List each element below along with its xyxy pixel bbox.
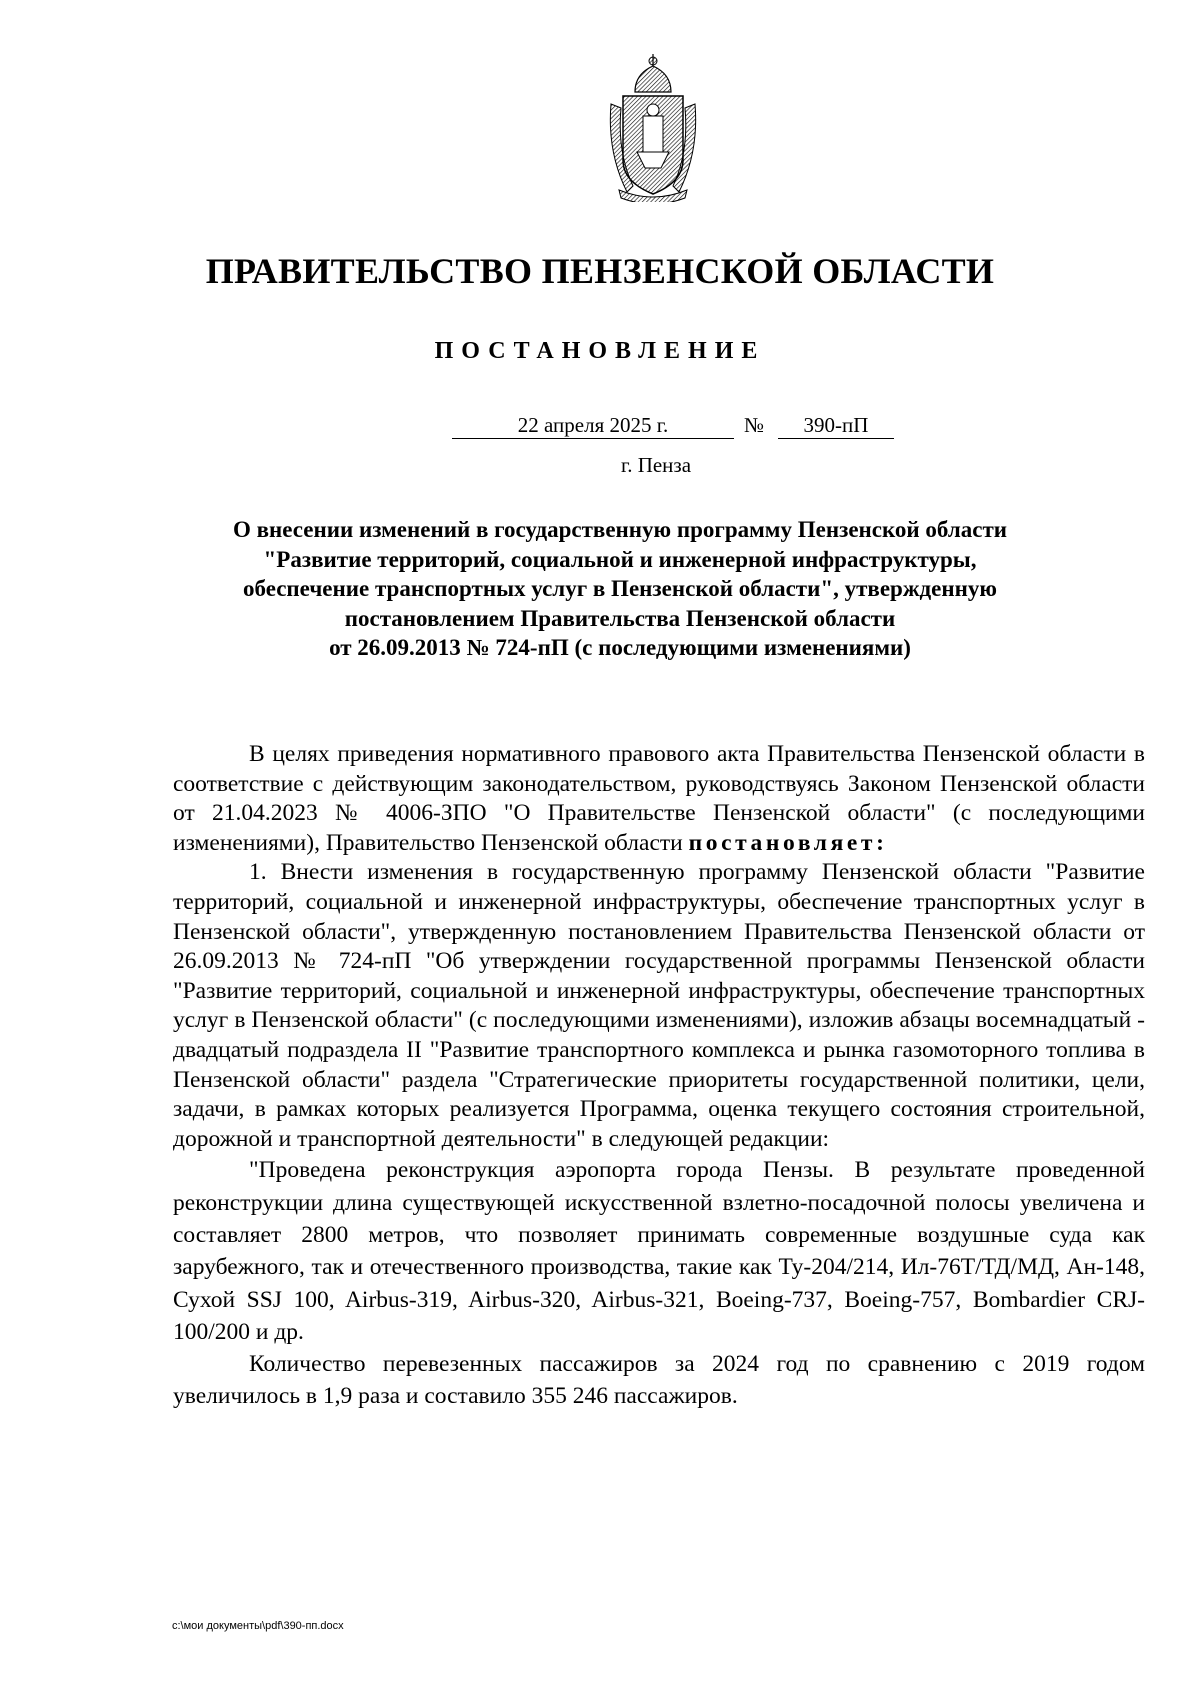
document-date: 22 апреля 2025 г. — [452, 412, 734, 439]
resolution-keyword: постановляет: — [688, 829, 888, 856]
city: г. Пенза — [620, 453, 692, 477]
body-paragraph-preamble — [173, 740, 1145, 858]
body-paragraph-item-1: 1. Внести изменения в государственную программу Пензенской области "Развитие территорий, социальной и инженерной инфраструктуры, обеспечение транспортных услуг в Пензенской области", утвержденную постановлением Правительства Пензенской области от 26.09.2013 № 724-пП "Об утверждении государственной программы Пензенской области "Развитие территорий, социальной и инженерной инфраструктуры, обеспечение транспортных услуг в Пензенской области" (с последующими изменениями), изложив абзацы восемнадцатый - двадцатый подраздела II "Развитие транспортного комплекса и рынка газомоторного топлива в Пензенской области" раздела "Стратегические приоритеты государственной политики, цели, задачи, в рамках которых реализуется Программа, оценка текущего состояния строительной, дорожной и транспортной деятельности" в следующей редакции: — [173, 859, 1145, 1152]
document-number: 390-пП — [778, 412, 894, 439]
body-paragraph-quote: "Проведена реконструкция аэропорта города Пензы. В результате проведенной реконструкции длина существующей искусственной взлетно-посадочной полосы увеличена и составляет 2800 метров, что позволяет принимать современные воздушные суда как зарубежного, так и отечественного производства, такие как Ту-204/214, Ил-76Т/ТД/МД, Ан-148, Сухой SSJ 100, Airbus-319, Airbus-320, Airbus-321, Boeing-737, Boeing-757, Bombardier CRJ-100/200 и др. — [173, 1157, 1145, 1345]
subject-line: постановлением Правительства Пензенской области — [344, 605, 896, 631]
coat-of-arms-icon — [605, 52, 701, 202]
document-subject — [150, 515, 1090, 663]
subject-line: "Развитие территорий, социальной и инженерной инфраструктуры, — [263, 546, 977, 572]
document-body — [173, 740, 1145, 1413]
number-sign: № — [744, 413, 765, 437]
subject-line: О внесении изменений в государственную программу Пензенской области — [232, 517, 1008, 542]
subject-line: от 26.09.2013 № 724-пП (с последующими изменениями) — [329, 635, 911, 660]
preamble-text: В целях приведения нормативного правового акта Правительства Пензенской области в соответствие с действующим законодательством, руководствуясь Законом Пензенской области от 21.04.2023 № 4006-ЗПО "О Правительстве Пензенской области" (с последующими изменениями), Правительство Пензенской области — [173, 741, 1145, 856]
subject-line: обеспечение транспортных услуг в Пензенской области", утвержденную — [243, 576, 997, 601]
body-paragraph-passengers: Количество перевезенных пассажиров за 2024 год по сравнению с 2019 годом увеличилось в 1,9 раза и составило 355 246 пассажиров. — [173, 1351, 1145, 1410]
file-path-footer: c:\мои документы\pdf\390-пп.docx — [172, 1620, 344, 1632]
organization-title: ПРАВИТЕЛЬСТВО ПЕНЗЕНСКОЙ ОБЛАСТИ — [205, 251, 995, 291]
document-type-title: ПОСТАНОВЛЕНИЕ — [434, 338, 766, 364]
